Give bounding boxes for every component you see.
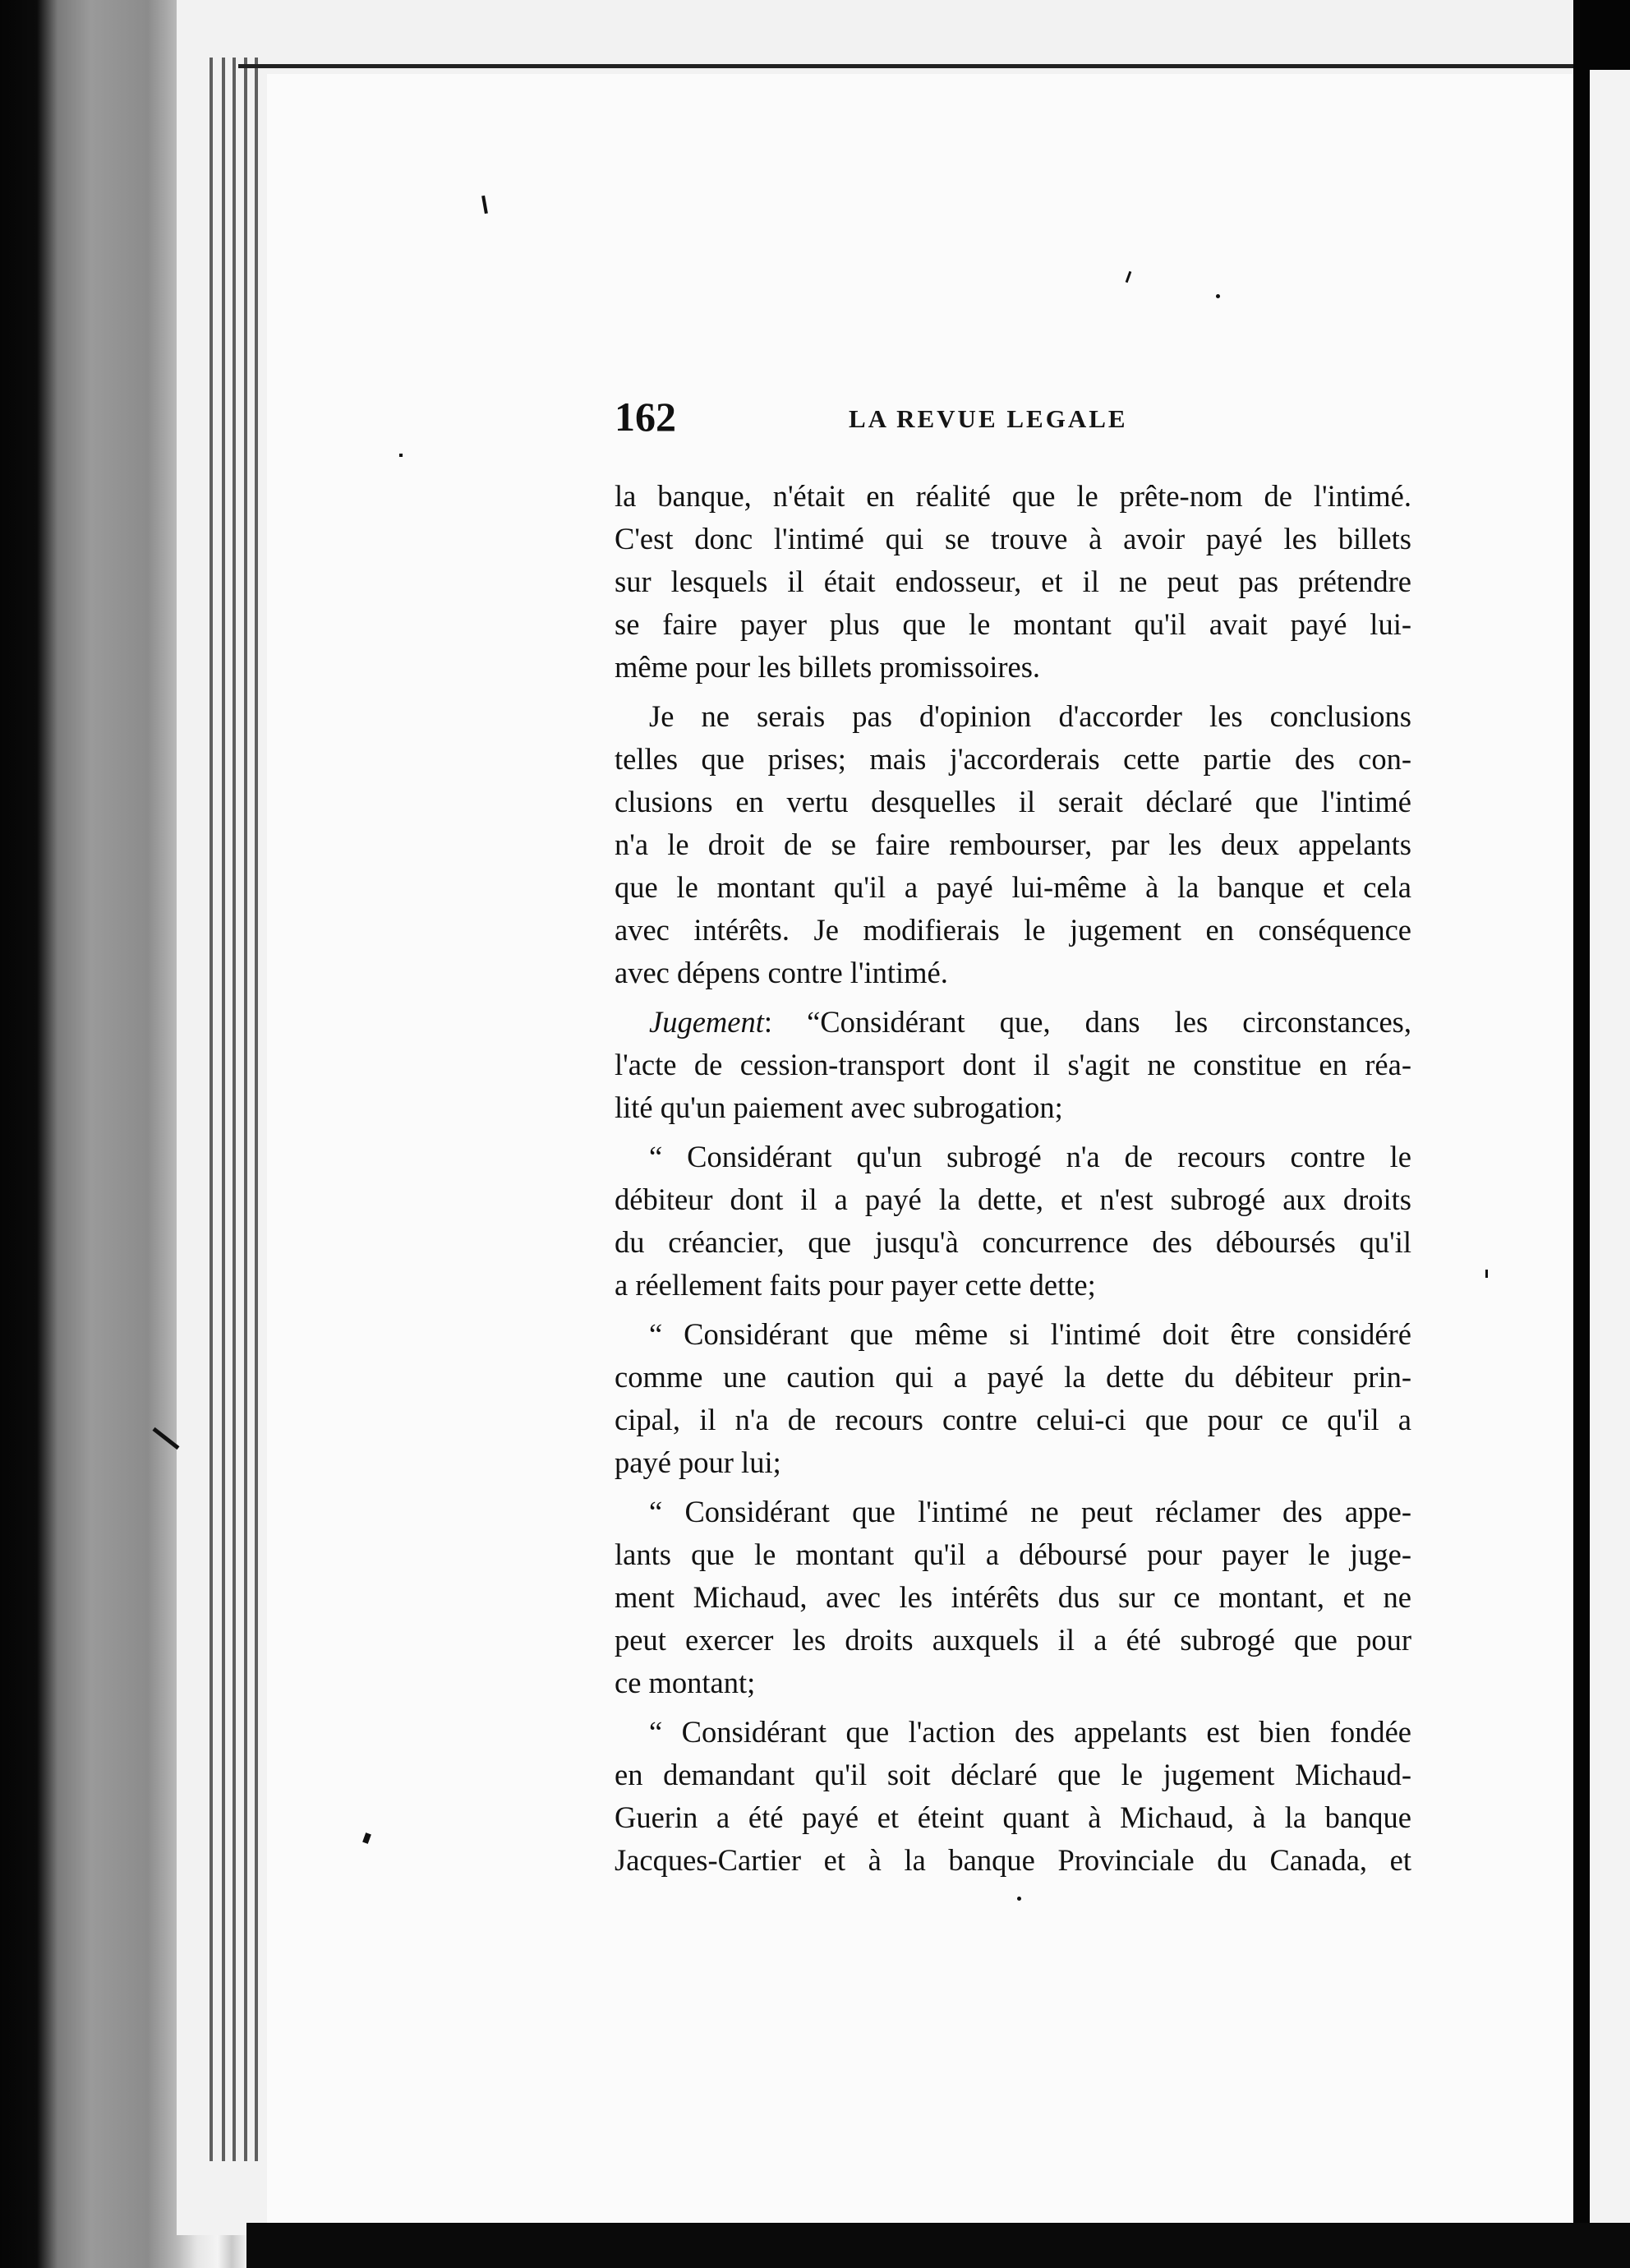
paragraph [615, 1136, 1411, 1307]
paragraph [615, 1001, 1411, 1129]
running-title: LA REVUE LEGALE [849, 404, 1128, 433]
text-line: avec intérêts. Je modifierais le jugement en conséquence [615, 913, 1411, 947]
text-line: lants que le montant qu'il a déboursé pour payer le juge- [615, 1537, 1411, 1571]
text-line: lité qu'un paiement avec subrogation; [615, 1090, 1063, 1124]
body-text [615, 475, 1411, 1888]
page-number: 162 [615, 394, 676, 440]
scan-speck [1485, 1270, 1488, 1278]
text-line: la banque, n'était en réalité que le prête-nom de l'intimé. [615, 479, 1411, 513]
text-line: “ Considérant que l'intimé ne peut réclamer des appe- [649, 1495, 1411, 1528]
page-edge-line [210, 58, 213, 2161]
page-edge-line [222, 58, 225, 2161]
text-line: Je ne serais pas d'opinion d'accorder les conclusions [649, 699, 1411, 733]
text-line: C'est donc l'intimé qui se trouve à avoir payé les billets [615, 522, 1411, 555]
text-line: ment Michaud, avec les intérêts dus sur ce montant, et ne [615, 1580, 1411, 1614]
text-line: “ Considérant qu'un subrogé n'a de recours contre le [649, 1140, 1411, 1173]
text-line: que le montant qu'il a payé lui-même à la banque et cela [615, 870, 1411, 904]
text-line: Jacques-Cartier et à la banque Provinciale du Canada, et [615, 1843, 1411, 1877]
text-line: telles que prises; mais j'accorderais cette partie des con- [615, 742, 1411, 776]
text-line: “ Considérant que même si l'intimé doit être considéré [649, 1317, 1411, 1351]
paragraph [615, 695, 1411, 994]
text-line: se faire payer plus que le montant qu'il avait payé lui- [615, 607, 1411, 641]
page-edge-line [233, 58, 236, 2161]
text-line: en demandant qu'il soit déclaré que le jugement Michaud- [615, 1758, 1411, 1791]
page-header [615, 393, 1436, 442]
text-line: n'a le droit de se faire rembourser, par les deux appelants [615, 827, 1411, 861]
page-edge-line [255, 58, 258, 2161]
paragraph [615, 1491, 1411, 1704]
text-line: ce montant; [615, 1666, 756, 1699]
text-line: Guerin a été payé et éteint quant à Michaud, à la banque [615, 1800, 1411, 1834]
text-line [615, 1001, 1411, 1044]
page-top-edge [238, 64, 1586, 68]
paragraph [615, 475, 1411, 689]
text-line: débiteur dont il a payé la dette, et n'est subrogé aux droits [615, 1182, 1411, 1216]
scan-bottom-margin [246, 2223, 1630, 2268]
text-line: payé pour lui; [615, 1445, 781, 1479]
scan-speck [1216, 294, 1220, 298]
jugement-label: Jugement [649, 1005, 764, 1039]
text-line: du créancier, que jusqu'à concurrence des déboursés qu'il [615, 1225, 1411, 1259]
text-line: “ Considérant que l'action des appelants est bien fondée [649, 1715, 1411, 1749]
text-line: même pour les billets promissoires. [615, 650, 1041, 684]
text-line: a réellement faits pour payer cette dette; [615, 1268, 1096, 1302]
paragraph [615, 1711, 1411, 1882]
text-line: peut exercer les droits auxquels il a été subrogé que pour [615, 1623, 1411, 1657]
text-line: avec dépens contre l'intimé. [615, 956, 948, 989]
text-line: l'acte de cession-transport dont il s'agit ne constitue en réa- [615, 1048, 1411, 1081]
scan-speck [399, 454, 403, 457]
text-line: sur lesquels il était endosseur, et il ne peut pas prétendre [615, 565, 1411, 598]
page-edge-line [244, 58, 247, 2161]
text-line: cipal, il n'a de recours contre celui-ci que pour ce qu'il a [615, 1403, 1411, 1436]
text-line: comme une caution qui a payé la dette du débiteur prin- [615, 1360, 1411, 1394]
facing-page-edge [1590, 70, 1630, 2268]
scan-speck [1017, 1897, 1021, 1901]
paragraph [615, 1313, 1411, 1484]
text-line: clusions en vertu desquelles il serait déclaré que l'intimé [615, 785, 1411, 818]
text-run: : “Considérant que, dans les circonstances, [763, 1005, 1411, 1039]
